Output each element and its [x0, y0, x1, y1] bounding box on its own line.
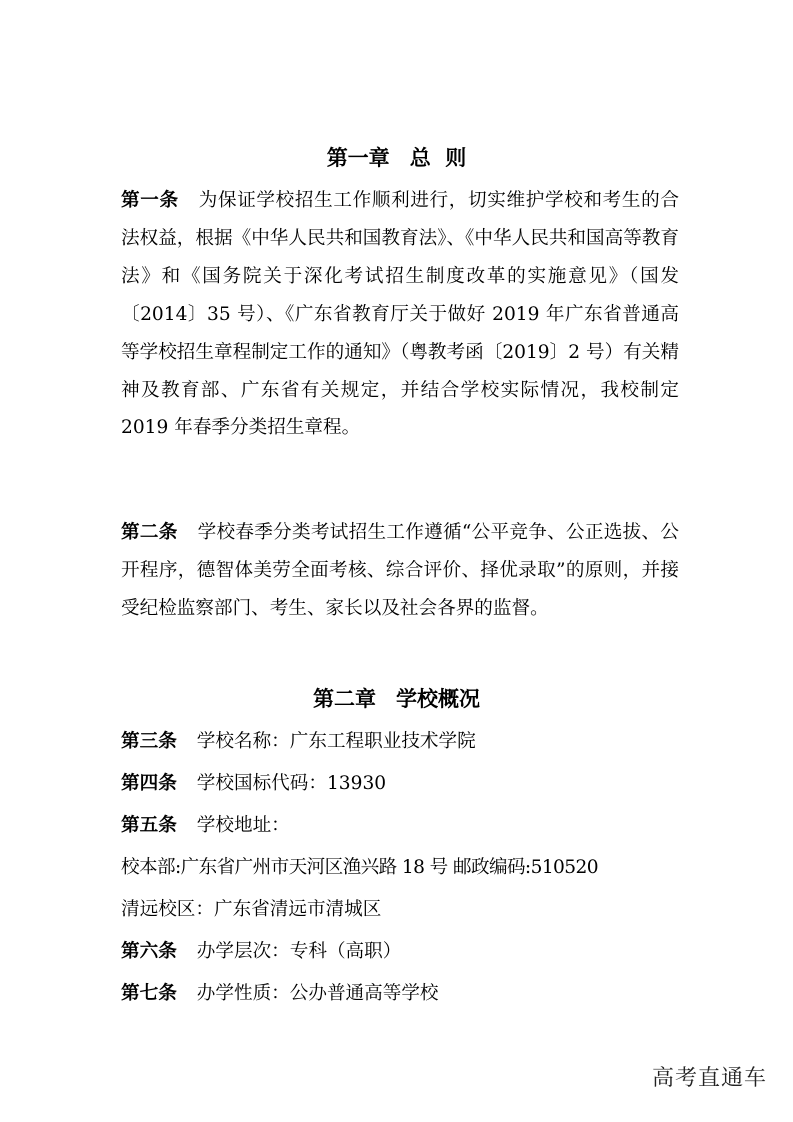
article-5-number: 第五条	[121, 815, 177, 836]
chapter-1-heading	[0, 143, 793, 173]
chapter-2-heading	[0, 684, 793, 714]
chapter-2-number: 第二章	[313, 687, 376, 711]
article-4-text: 学校国标代码：13930	[196, 773, 387, 794]
article-6-number: 第六条	[121, 941, 177, 962]
article-4-number: 第四条	[121, 773, 177, 794]
article-7-text: 办学性质：公办普通高等学校	[196, 983, 439, 1004]
article-1-number: 第一条	[121, 190, 179, 211]
article-1	[121, 182, 679, 447]
article-1-text: 为保证学校招生工作顺利进行，切实维护学校和考生的合法权益，根据《中华人民共和国教育法》、《中华人民共和国高等教育法》和《国务院关于深化考试招生制度改革的实施意见》（国发〔2014〕35 号）、《广东省教育厅关于做好 2019 年广东省普通高等学校招生章程制定工作的通知》（粤教考函〔2019〕2 号）有关精神及教育部、广东省有关规定，并结合学校实际情况，我校制定 2019 年春季分类招生章程。	[121, 190, 679, 439]
article-2	[121, 514, 679, 628]
article-6-text: 办学层次：专科（高职）	[196, 941, 402, 962]
chapter-1-number: 第一章	[326, 146, 390, 170]
chapter-2-title: 学校概况	[396, 687, 480, 711]
article-3	[121, 727, 679, 757]
article-2-number: 第二条	[121, 522, 178, 543]
article-7-number: 第七条	[121, 983, 177, 1004]
article-3-number: 第三条	[121, 731, 177, 752]
chapter-1-title: 总 则	[409, 146, 467, 170]
article-7	[121, 979, 679, 1009]
article-2-text: 学校春季分类考试招生工作遵循“公平竞争、公正选拔、公开程序，德智体美劳全面考核、综合评价、择优录取”的原则，并接受纪检监察部门、考生、家长以及社会各界的监督。	[121, 522, 679, 619]
article-6	[121, 937, 679, 967]
article-5-text: 学校地址：	[196, 815, 290, 836]
article-4	[121, 769, 679, 799]
article-3-text: 学校名称：广东工程职业技术学院	[196, 731, 476, 752]
watermark-text: 高考直通车	[651, 1066, 767, 1091]
article-5	[121, 811, 679, 841]
address-main-campus: 校本部:广东省广州市天河区渔兴路 18 号 邮政编码:510520	[121, 857, 598, 878]
address-qingyuan-campus: 清远校区：广东省清远市清城区	[121, 899, 382, 920]
